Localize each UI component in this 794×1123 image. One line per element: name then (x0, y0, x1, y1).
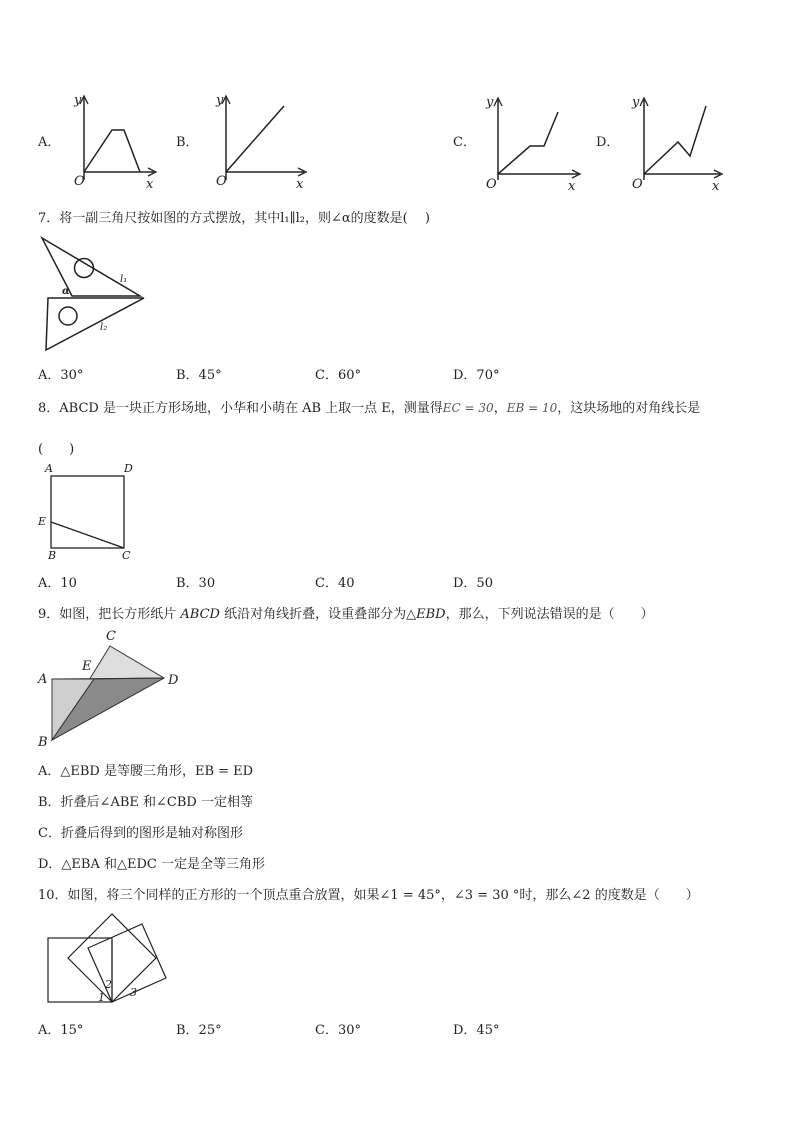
q10-option-c[interactable]: C．30° (315, 1023, 361, 1038)
q9-option-b[interactable]: B．折叠后∠ABE 和∠CBD 一定相等 (38, 795, 253, 810)
q7-option-c[interactable]: C．60° (315, 368, 361, 383)
q7-figure (36, 234, 156, 354)
l2-label: l₂ (100, 322, 108, 333)
q8-square-figure (36, 460, 146, 562)
q10-option-b[interactable]: B．25° (176, 1023, 222, 1038)
q8-answer-paren: ( ) (38, 442, 75, 457)
svg-text:O: O (632, 177, 643, 192)
svg-text:O: O (216, 174, 227, 189)
q6-option-c-label: C． (453, 135, 476, 150)
q8-option-d[interactable]: D．50 (453, 576, 493, 591)
l1-label: l₁ (120, 274, 128, 285)
origin-label: O (74, 174, 85, 189)
q10-option-d[interactable]: D．45° (453, 1023, 500, 1038)
svg-text:y: y (216, 93, 224, 108)
q8-option-b[interactable]: B．30 (176, 576, 216, 591)
q7-option-a[interactable]: A．30° (38, 368, 84, 383)
svg-text:C: C (106, 629, 116, 644)
q6-option-a-label: A． (38, 135, 61, 150)
q6-graph-c (478, 92, 583, 192)
q8-math-ec: EC = 30 (442, 401, 494, 415)
svg-text:A: A (45, 462, 53, 475)
q8-option-c[interactable]: C．40 (315, 576, 355, 591)
svg-text:x: x (712, 179, 720, 192)
svg-text:A: A (38, 672, 48, 687)
svg-text:B: B (48, 549, 57, 562)
svg-text:B: B (38, 735, 48, 750)
q8-option-a[interactable]: A．10 (38, 576, 77, 591)
svg-text:1: 1 (98, 991, 105, 1004)
svg-text:C: C (122, 549, 131, 562)
q9-fold-figure (34, 626, 194, 750)
q7-option-b[interactable]: B．45° (176, 368, 222, 383)
svg-text:O: O (486, 177, 497, 192)
svg-text:x: x (568, 179, 576, 192)
q10-stem: 10．如图，将三个同样的正方形的一个顶点重合放置，如果∠1 = 45°，∠3 = 30 °时，那么∠2 的度数是（ ） (38, 888, 699, 903)
x-axis-label: x (146, 177, 154, 192)
svg-text:2: 2 (105, 978, 112, 991)
q9-option-a[interactable]: A．△EBD 是等腰三角形，EB = ED (38, 764, 254, 779)
q6-graph-d (622, 92, 727, 192)
svg-text:E: E (82, 659, 92, 674)
q6-graph-b (204, 92, 309, 192)
svg-text:D: D (168, 673, 179, 688)
q8-math-eb: EB = 10 (506, 401, 558, 415)
svg-text:3: 3 (130, 986, 137, 999)
q9-stem: 9．如图，把长方形纸片 ABCD 纸沿对角线折叠，设重叠部分为△EBD，那么，下列说法错误的是（ ） (38, 607, 654, 622)
q8-stem: 8．ABCD 是一块正方形场地，小华和小萌在 AB 上取一点 E，测量得EC = 30，EB = 10，这块场地的对角线长是 (38, 401, 701, 416)
q9-option-c[interactable]: C．折叠后得到的图形是轴对称图形 (38, 826, 243, 841)
q10-squares-figure (44, 910, 178, 1008)
q7-option-d[interactable]: D．70° (453, 368, 500, 383)
q6-graph-a (62, 92, 162, 192)
q6-option-d-label: D． (596, 135, 620, 150)
svg-text:y: y (486, 95, 494, 110)
q7-stem: 7．将一副三角尺按如图的方式摆放，其中l₁∥l₂，则∠α的度数是( ) (38, 211, 430, 226)
alpha-label: α (62, 286, 70, 297)
q9-option-d[interactable]: D．△EBA 和△EDC 一定是全等三角形 (38, 857, 265, 872)
y-axis-label: y (74, 93, 82, 108)
svg-text:D: D (124, 462, 133, 475)
svg-text:E: E (38, 515, 47, 528)
svg-text:y: y (632, 95, 640, 110)
q10-option-a[interactable]: A．15° (38, 1023, 84, 1038)
q6-option-b-label: B． (176, 135, 199, 150)
svg-text:x: x (296, 177, 304, 192)
